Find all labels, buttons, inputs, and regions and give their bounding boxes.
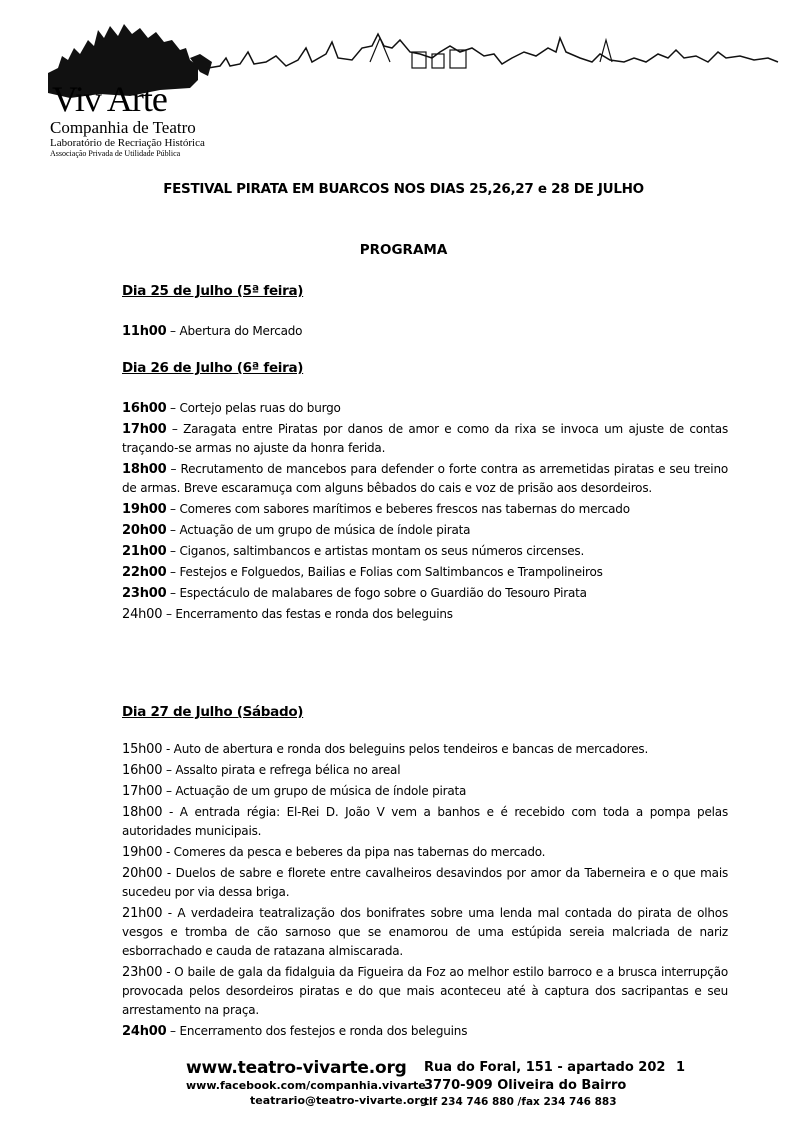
entry-time: 21h00 [122, 906, 163, 921]
programa-heading: PROGRAMA [359, 242, 448, 258]
logo-title: Viv Arte [52, 79, 167, 119]
schedule-entry [122, 563, 728, 582]
schedule-entry [122, 864, 728, 902]
entry-text: – Recrutamento de mancebos para defender o forte contra as arremetidas piratas e seu treino de armas. Breve escaramuça com alguns bêbados do cais e voz de prisão aos desordeiros. [122, 462, 728, 495]
entry-time: 23h00 [122, 586, 167, 601]
footer-address-line1: Rua do Foral, 151 - apartado 202 [424, 1060, 666, 1075]
entry-text: – Festejos e Folguedos, Bailias e Folias com Saltimbancos e Trampolineiros [166, 565, 603, 579]
entry-text: – Assalto pirata e refrega bélica no areal [162, 763, 401, 777]
footer-facebook-link[interactable]: www.facebook.com/companhia.vivarte [186, 1079, 426, 1092]
day-heading-27: Dia 27 de Julho (Sábado) [122, 704, 304, 720]
schedule-entry [122, 420, 728, 458]
entry-text: – Actuação de um grupo de música de índole pirata [166, 523, 471, 537]
schedule-entry [122, 1022, 728, 1041]
entry-time: 20h00 [122, 523, 167, 538]
schedule-entry [122, 963, 728, 1020]
schedule-day-27 [122, 740, 728, 1043]
skyline-line [208, 34, 778, 68]
entry-text: – Comeres com sabores marítimos e beberes frescos nas tabernas do mercado [166, 502, 630, 516]
entry-time: 23h00 [122, 965, 163, 980]
entry-text: - Comeres da pesca e beberes da pipa nas tabernas do mercado. [162, 845, 546, 859]
logo-company: Companhia de Teatro [50, 118, 196, 137]
footer-address-line2: 3770-909 Oliveira do Bairro [424, 1078, 627, 1093]
entry-time: 17h00 [122, 784, 163, 799]
schedule-entry [122, 500, 728, 519]
footer-website-link[interactable]: www.teatro-vivarte.org [186, 1058, 407, 1078]
schedule-entry [122, 782, 728, 801]
schedule-entry [122, 460, 728, 498]
schedule-entry [122, 542, 728, 561]
entry-time: 16h00 [122, 401, 167, 416]
entry-time: 16h00 [122, 763, 163, 778]
logo-lab: Laboratório de Recriação Histórica [50, 137, 205, 149]
entry-text: – Encerramento dos festejos e ronda dos beleguins [166, 1024, 468, 1038]
skyline-castle-windows [370, 38, 612, 68]
entry-time: 19h00 [122, 845, 163, 860]
entry-time: 17h00 [122, 422, 167, 437]
footer-email-link[interactable]: teatrario@teatro-vivarte.org [250, 1094, 428, 1107]
entry-text: – Abertura do Mercado [166, 324, 303, 338]
page-number: 1 [676, 1060, 686, 1075]
schedule-day-26 [122, 399, 728, 626]
schedule-entry [122, 322, 728, 341]
entry-text: – Espectáculo de malabares de fogo sobre o Guardião do Tesouro Pirata [166, 586, 587, 600]
day-heading-26: Dia 26 de Julho (6ª feira) [122, 360, 304, 376]
entry-time: 11h00 [122, 324, 167, 339]
schedule-entry [122, 761, 728, 780]
schedule-entry [122, 803, 728, 841]
entry-text: - O baile de gala da fidalguia da Figueira da Foz ao melhor estilo barroco e a brusca interrupção provocada pelos desordeiros piratas e do que mais aconteceu até à captura dos sacripantas e seu arrestamento na praça. [122, 965, 728, 1017]
entry-text: – Zaragata entre Piratas por danos de amor e como da rixa se invoca um ajuste de contas traçando-se armas no ajuste da honra ferida. [122, 422, 728, 455]
logo-association: Associação Privada de Utilidade Pública [50, 149, 181, 158]
day-heading-25: Dia 25 de Julho (5ª feira) [122, 283, 304, 299]
schedule-entry [122, 843, 728, 862]
entry-time: 24h00 [122, 1024, 167, 1039]
entry-time: 18h00 [122, 462, 167, 477]
festival-title: FESTIVAL PIRATA EM BUARCOS NOS DIAS 25,26,27 e 28 DE JULHO [163, 181, 644, 197]
entry-text: – Cortejo pelas ruas do burgo [166, 401, 341, 415]
entry-time: 24h00 [122, 607, 163, 622]
schedule-entry [122, 521, 728, 540]
entry-time: 15h00 [122, 742, 163, 757]
entry-text: - Duelos de sabre e florete entre cavalheiros desavindos por amor da Taberneira e o que mais sucedeu por via dessa briga. [122, 866, 728, 899]
entry-time: 21h00 [122, 544, 167, 559]
footer-phone: tlf 234 746 880 /fax 234 746 883 [424, 1096, 617, 1108]
schedule-entry [122, 605, 728, 624]
entry-text: - A verdadeira teatralização dos bonifrates sobre uma lenda mal contada do pirata de olhos vesgos e tromba de cão sarnoso que se enamorou de uma estúpida sereia malcriada de nariz esborrachado e cauda de ratazana almiscarada. [122, 906, 728, 958]
entry-time: 20h00 [122, 866, 163, 881]
schedule-entry [122, 399, 728, 418]
schedule-entry [122, 904, 728, 961]
entry-time: 18h00 [122, 805, 163, 820]
entry-text: - A entrada régia: El-Rei D. João V vem a banhos e é recebido com toda a pompa pelas autoridades municipais. [122, 805, 728, 838]
schedule-entry [122, 740, 728, 759]
schedule-entry [122, 584, 728, 603]
entry-text: – Ciganos, saltimbancos e artistas montam os seus números circenses. [166, 544, 585, 558]
entry-text: - Auto de abertura e ronda dos beleguins pelos tendeiros e bancas de mercadores. [162, 742, 649, 756]
entry-time: 19h00 [122, 502, 167, 517]
schedule-day-25 [122, 322, 728, 343]
entry-text: – Encerramento das festas e ronda dos beleguins [162, 607, 453, 621]
entry-text: – Actuação de um grupo de música de índole pirata [162, 784, 467, 798]
entry-time: 22h00 [122, 565, 167, 580]
